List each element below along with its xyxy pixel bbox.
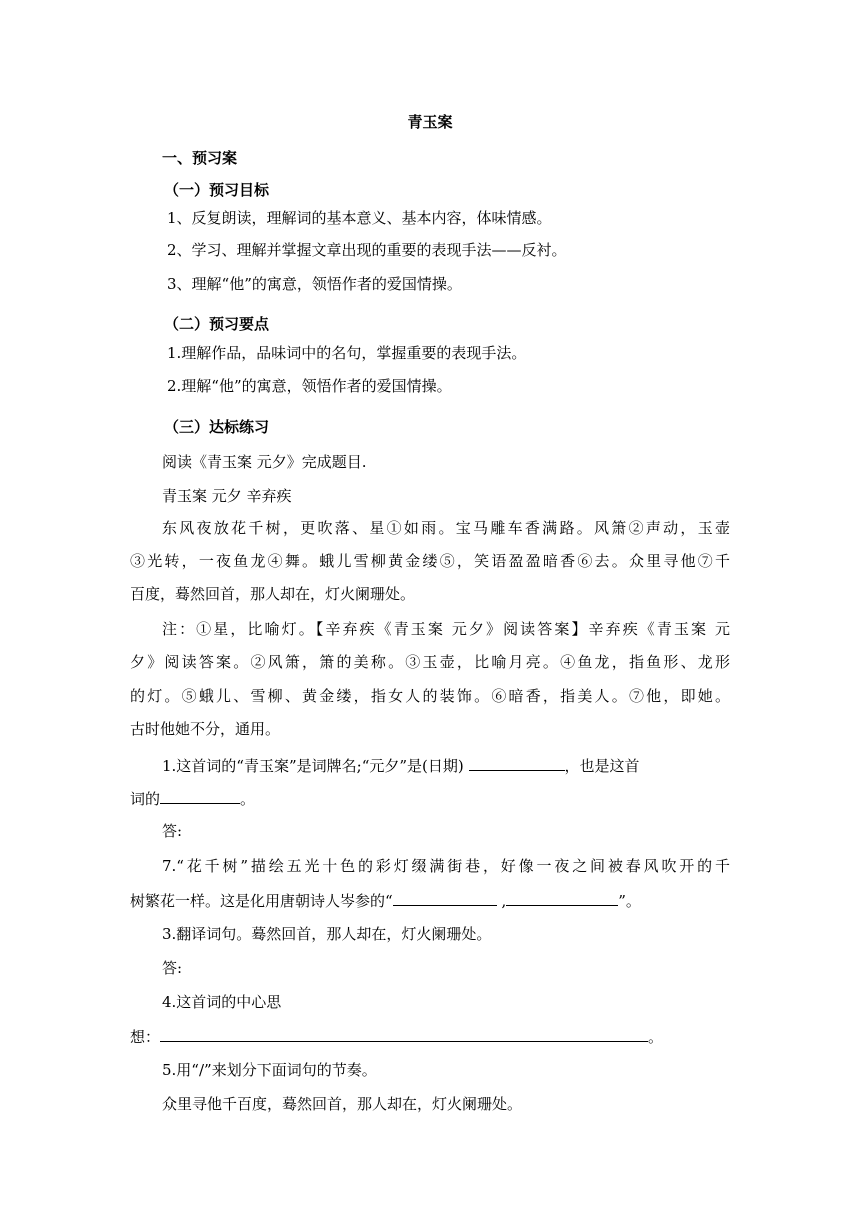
question-4-end: 。 [648, 1028, 664, 1046]
question-7-line: 7.“花千树”描绘五光十色的彩灯缀满街巷，好像一夜之间被春风吹开的千 [162, 857, 730, 875]
question-1-text-end: ，也是这首 [564, 757, 640, 775]
point-item: 1.理解作品，品味词中的名句，掌握重要的表现手法。 [167, 344, 527, 362]
notes-line: 的灯。⑤蛾儿、雪柳、黄金缕，指女人的装饰。⑥暗香，指美人。⑦他，即她。 [130, 687, 730, 705]
point-item: 2.理解“他”的寓意，领悟作者的爱国情操。 [167, 377, 452, 395]
answer-blank-title[interactable] [160, 787, 240, 804]
question-4-text: 想： [130, 1028, 161, 1046]
question-1-line-2 [130, 787, 255, 809]
notes-line: 古时他她不分，通用。 [130, 720, 281, 738]
answer-label: 答: [162, 822, 183, 840]
poem-title: 青玉案 元夕 辛弃疾 [162, 487, 292, 505]
notes-line: 夕》阅读答案。②风箫，箫的美称。③玉壶，比喻月亮。④鱼龙，指鱼形、龙形 [130, 653, 730, 671]
goal-item: 1、反复朗读，理解词的基本意义、基本内容，体味情感。 [167, 209, 552, 227]
goal-item: 2、学习、理解并掌握文章出现的重要的表现手法——反衬。 [167, 241, 567, 259]
subheading-goals: （一）预习目标 [164, 181, 270, 199]
question-7-separator: , [496, 892, 507, 910]
question-1-period: 。 [240, 790, 256, 808]
poem-line: 东风夜放花千树，更吹落、星①如雨。宝马雕车香满路。风箫②声动，玉壶 [162, 519, 730, 537]
question-7-line-2 [130, 889, 641, 911]
question-1-text: 1.这首词的“青玉案”是词牌名;“元夕”是(日期) [162, 757, 469, 775]
section-heading-preview: 一、预习案 [162, 149, 238, 167]
question-7-end: ”。 [618, 892, 641, 910]
question-4-line-2 [130, 1025, 663, 1047]
notes-line: 注：①星，比喻灯。【辛弃疾《青玉案 元夕》阅读答案】辛弃疾《青玉案 元 [162, 620, 730, 638]
question-7-text: 树繁花一样。这是化用唐朝诗人岑参的“ [130, 892, 393, 910]
question-1-line [162, 754, 640, 776]
goal-item: 3、理解“他”的寓意，领悟作者的爱国情操。 [167, 275, 462, 293]
subheading-exercises: （三）达标练习 [164, 418, 270, 436]
question-5-text: 众里寻他千百度，蓦然回首，那人却在，灯火阑珊处。 [162, 1095, 523, 1113]
subheading-points: （二）预习要点 [164, 315, 270, 333]
page-title: 青玉案 [407, 113, 453, 131]
question-5: 5.用“/”来划分下面词句的节奏。 [162, 1061, 377, 1079]
question-1-text-2: 词的 [130, 790, 161, 808]
exercise-intro: 阅读《青玉案 元夕》完成题目. [162, 453, 367, 471]
answer-label: 答: [162, 959, 183, 977]
answer-blank-date[interactable] [469, 754, 565, 771]
answer-blank-theme[interactable] [160, 1025, 648, 1042]
poem-line: 百度，蓦然回首，那人却在，灯火阑珊处。 [130, 585, 416, 603]
answer-blank-poem-2[interactable] [506, 889, 618, 906]
question-4-line: 4.这首词的中心思 [162, 993, 282, 1011]
answer-blank-poem-1[interactable] [393, 889, 497, 906]
question-3: 3.翻译词句。蓦然回首，那人却在，灯火阑珊处。 [162, 925, 492, 943]
poem-line: ③光转，一夜鱼龙④舞。蛾儿雪柳黄金缕⑤，笑语盈盈暗香⑥去。众里寻他⑦千 [130, 552, 730, 570]
